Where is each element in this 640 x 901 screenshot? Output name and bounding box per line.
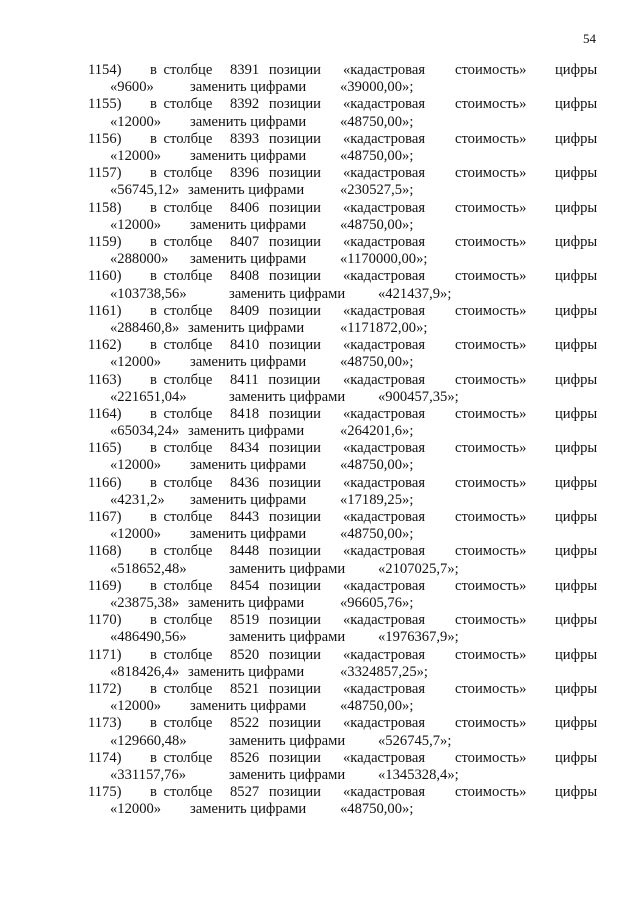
new-value: «1171872,00»; — [340, 319, 428, 336]
position-word: позиции — [268, 784, 321, 801]
item-number: 1173) — [88, 715, 122, 732]
column-number: 8410 — [230, 337, 260, 354]
list-item — [0, 612, 640, 646]
item-number: 1167) — [88, 509, 122, 526]
list-item — [0, 234, 640, 268]
replace-label: заменить цифрами — [190, 491, 307, 508]
digits-label: цифры — [555, 96, 598, 113]
digits-label: цифры — [555, 784, 598, 801]
replace-label: заменить цифрами — [190, 251, 307, 268]
digits-label: цифры — [555, 371, 598, 388]
cadastral-label: «кадастровая — [343, 646, 426, 663]
item-number: 1168) — [88, 543, 122, 560]
cadastral-label: «кадастровая — [343, 302, 426, 319]
digits-label: цифры — [555, 543, 598, 560]
in-column-label: в столбце — [150, 62, 213, 78]
digits-label: цифры — [555, 337, 598, 354]
digits-label: цифры — [555, 681, 598, 698]
position-word: позиции — [268, 543, 321, 560]
replace-label: заменить цифрами — [188, 423, 305, 440]
position-word: позиции — [268, 646, 321, 663]
column-ref — [230, 612, 321, 629]
column-number: 8391 — [230, 62, 260, 78]
list-item — [0, 268, 640, 302]
replace-label: заменить цифрами — [190, 354, 307, 371]
column-ref — [230, 372, 320, 389]
in-column-label: в столбце — [150, 165, 213, 182]
column-ref — [230, 750, 321, 767]
cost-label: стоимость» — [455, 165, 527, 182]
item-number: 1165) — [88, 440, 122, 457]
cadastral-label: «кадастровая — [343, 577, 426, 594]
cadastral-label: «кадастровая — [343, 337, 426, 354]
column-ref — [230, 96, 321, 113]
column-number: 8406 — [230, 199, 260, 216]
item-number: 1154) — [88, 62, 122, 78]
column-number: 8436 — [230, 474, 260, 491]
in-column-label: в столбце — [150, 577, 213, 594]
position-word: позиции — [268, 302, 321, 319]
old-value: «818426,4» — [110, 663, 180, 680]
cost-label: стоимость» — [455, 577, 527, 594]
cost-label: стоимость» — [455, 199, 527, 216]
item-number: 1164) — [88, 405, 122, 422]
column-ref — [230, 647, 321, 664]
column-number: 8411 — [230, 371, 259, 388]
column-ref — [230, 268, 321, 285]
column-ref — [230, 131, 321, 148]
cost-label: стоимость» — [455, 749, 527, 766]
cadastral-label: «кадастровая — [343, 233, 426, 250]
position-word: позиции — [268, 474, 321, 491]
in-column-label: в столбце — [150, 612, 213, 629]
cost-label: стоимость» — [455, 646, 527, 663]
list-item — [0, 337, 640, 371]
column-ref — [230, 784, 321, 801]
list-item — [0, 406, 640, 440]
cadastral-label: «кадастровая — [343, 543, 426, 560]
old-value: «9600» — [110, 79, 154, 96]
list-item — [0, 509, 640, 543]
replace-label: заменить цифрами — [229, 732, 346, 749]
new-value: «264201,6»; — [340, 423, 414, 440]
replace-label: заменить цифрами — [190, 526, 307, 543]
position-word: позиции — [268, 440, 321, 457]
cadastral-label: «кадастровая — [343, 612, 426, 629]
new-value: «17189,25»; — [340, 491, 414, 508]
old-value: «12000» — [110, 801, 162, 818]
cost-label: стоимость» — [455, 371, 527, 388]
old-value: «4231,2» — [110, 491, 165, 508]
column-number: 8527 — [230, 784, 260, 801]
old-value: «23875,38» — [110, 595, 180, 612]
position-word: позиции — [268, 577, 321, 594]
digits-label: цифры — [555, 302, 598, 319]
digits-label: цифры — [555, 749, 598, 766]
cost-label: стоимость» — [455, 681, 527, 698]
replace-label: заменить цифрами — [190, 216, 307, 233]
in-column-label: в столбце — [150, 199, 213, 216]
item-number: 1172) — [88, 681, 122, 698]
new-value: «526745,7»; — [378, 732, 452, 749]
list-item — [0, 681, 640, 715]
cadastral-label: «кадастровая — [343, 268, 426, 285]
new-value: «48750,00»; — [340, 526, 414, 543]
in-column-label: в столбце — [150, 405, 213, 422]
new-value: «48750,00»; — [340, 457, 414, 474]
item-number: 1175) — [88, 784, 122, 801]
list-item — [0, 165, 640, 199]
cost-label: стоимость» — [455, 337, 527, 354]
cost-label: стоимость» — [455, 543, 527, 560]
item-number: 1171) — [88, 646, 122, 663]
column-number: 8408 — [230, 268, 260, 285]
column-number: 8522 — [230, 715, 260, 732]
list-item — [0, 372, 640, 406]
position-word: позиции — [268, 749, 321, 766]
in-column-label: в столбце — [150, 784, 213, 801]
old-value: «129660,48» — [110, 732, 187, 749]
in-column-label: в столбце — [150, 96, 213, 113]
column-number: 8443 — [230, 509, 260, 526]
position-word: позиции — [268, 165, 321, 182]
list-item — [0, 440, 640, 474]
item-number: 1166) — [88, 474, 122, 491]
cost-label: стоимость» — [455, 784, 527, 801]
cadastral-label: «кадастровая — [343, 474, 426, 491]
digits-label: цифры — [555, 268, 598, 285]
item-number: 1169) — [88, 577, 122, 594]
item-number: 1155) — [88, 96, 122, 113]
replace-label: заменить цифрами — [190, 801, 307, 818]
new-value: «230527,5»; — [340, 182, 414, 199]
list-item — [0, 200, 640, 234]
cost-label: стоимость» — [455, 96, 527, 113]
replace-label: заменить цифрами — [188, 595, 305, 612]
column-ref — [230, 406, 321, 423]
digits-label: цифры — [555, 233, 598, 250]
item-number: 1157) — [88, 165, 122, 182]
cost-label: стоимость» — [455, 405, 527, 422]
amendment-list — [0, 62, 640, 819]
in-column-label: в столбце — [150, 749, 213, 766]
old-value: «12000» — [110, 354, 162, 371]
cost-label: стоимость» — [455, 62, 527, 78]
cost-label: стоимость» — [455, 233, 527, 250]
cost-label: стоимость» — [455, 509, 527, 526]
item-number: 1170) — [88, 612, 122, 629]
position-word: позиции — [268, 199, 321, 216]
replace-label: заменить цифрами — [229, 285, 346, 302]
position-word: позиции — [268, 233, 321, 250]
replace-label: заменить цифрами — [190, 113, 307, 130]
cost-label: стоимость» — [455, 612, 527, 629]
item-number: 1160) — [88, 268, 122, 285]
digits-label: цифры — [555, 474, 598, 491]
in-column-label: в столбце — [150, 715, 213, 732]
digits-label: цифры — [555, 577, 598, 594]
old-value: «12000» — [110, 526, 162, 543]
list-item — [0, 96, 640, 130]
cost-label: стоимость» — [455, 474, 527, 491]
cost-label: стоимость» — [455, 302, 527, 319]
in-column-label: в столбце — [150, 268, 213, 285]
cadastral-label: «кадастровая — [343, 715, 426, 732]
column-number: 8448 — [230, 543, 260, 560]
old-value: «12000» — [110, 113, 162, 130]
new-value: «48750,00»; — [340, 216, 414, 233]
new-value: «900457,35»; — [378, 388, 459, 405]
column-number: 8454 — [230, 577, 260, 594]
item-number: 1159) — [88, 233, 122, 250]
cadastral-label: «кадастровая — [343, 199, 426, 216]
column-ref — [230, 303, 321, 320]
in-column-label: в столбце — [150, 130, 213, 147]
column-number: 8393 — [230, 130, 260, 147]
replace-label: заменить цифрами — [229, 560, 346, 577]
old-value: «65034,24» — [110, 423, 180, 440]
column-number: 8519 — [230, 612, 260, 629]
digits-label: цифры — [555, 199, 598, 216]
new-value: «1345328,4»; — [378, 767, 459, 783]
item-number: 1156) — [88, 130, 122, 147]
column-number: 8526 — [230, 749, 260, 766]
new-value: «2107025,7»; — [378, 560, 459, 577]
in-column-label: в столбце — [150, 371, 213, 388]
cadastral-label: «кадастровая — [343, 440, 426, 457]
digits-label: цифры — [555, 440, 598, 457]
replace-label: заменить цифрами — [188, 182, 305, 199]
old-value: «12000» — [110, 698, 162, 715]
new-value: «96605,76»; — [340, 595, 414, 612]
in-column-label: в столбце — [150, 337, 213, 354]
in-column-label: в столбце — [150, 543, 213, 560]
old-value: «221651,04» — [110, 388, 187, 405]
position-word: позиции — [268, 337, 321, 354]
cadastral-label: «кадастровая — [343, 371, 426, 388]
replace-label: заменить цифрами — [190, 79, 307, 96]
cadastral-label: «кадастровая — [343, 130, 426, 147]
cost-label: стоимость» — [455, 268, 527, 285]
item-number: 1174) — [88, 749, 122, 766]
new-value: «48750,00»; — [340, 113, 414, 130]
digits-label: цифры — [555, 405, 598, 422]
in-column-label: в столбце — [150, 233, 213, 250]
item-number: 1163) — [88, 371, 122, 388]
replace-label: заменить цифрами — [229, 767, 346, 783]
old-value: «518652,48» — [110, 560, 187, 577]
new-value: «48750,00»; — [340, 147, 414, 164]
list-item — [0, 543, 640, 577]
digits-label: цифры — [555, 165, 598, 182]
in-column-label: в столбце — [150, 509, 213, 526]
position-word: позиции — [268, 612, 321, 629]
old-value: «12000» — [110, 147, 162, 164]
item-number: 1161) — [88, 302, 122, 319]
cost-label: стоимость» — [455, 440, 527, 457]
digits-label: цифры — [555, 715, 598, 732]
column-ref — [230, 509, 321, 526]
cadastral-label: «кадастровая — [343, 749, 426, 766]
column-ref — [230, 475, 321, 492]
old-value: «103738,56» — [110, 285, 187, 302]
cadastral-label: «кадастровая — [343, 405, 426, 422]
column-number: 8392 — [230, 96, 260, 113]
in-column-label: в столбце — [150, 681, 213, 698]
cadastral-label: «кадастровая — [343, 681, 426, 698]
list-item — [0, 750, 640, 784]
cadastral-label: «кадастровая — [343, 62, 426, 78]
column-number: 8520 — [230, 646, 260, 663]
in-column-label: в столбце — [150, 302, 213, 319]
column-ref — [230, 62, 321, 79]
list-item — [0, 475, 640, 509]
old-value: «12000» — [110, 457, 162, 474]
old-value: «288000» — [110, 251, 169, 268]
list-item — [0, 62, 640, 96]
new-value: «48750,00»; — [340, 801, 414, 818]
replace-label: заменить цифрами — [188, 319, 305, 336]
list-item — [0, 784, 640, 818]
new-value: «39000,00»; — [340, 79, 414, 96]
page-number: 54 — [583, 31, 596, 46]
cadastral-label: «кадастровая — [343, 96, 426, 113]
cost-label: стоимость» — [455, 715, 527, 732]
position-word: позиции — [268, 715, 321, 732]
replace-label: заменить цифрами — [190, 147, 307, 164]
in-column-label: в столбце — [150, 646, 213, 663]
list-item — [0, 647, 640, 681]
replace-label: заменить цифрами — [229, 388, 346, 405]
new-value: «48750,00»; — [340, 698, 414, 715]
column-number: 8396 — [230, 165, 260, 182]
column-number: 8407 — [230, 233, 260, 250]
old-value: «331157,76» — [110, 767, 187, 783]
column-ref — [230, 440, 321, 457]
column-number: 8434 — [230, 440, 260, 457]
item-number: 1158) — [88, 199, 122, 216]
digits-label: цифры — [555, 612, 598, 629]
digits-label: цифры — [555, 62, 598, 78]
cadastral-label: «кадастровая — [343, 509, 426, 526]
list-item — [0, 303, 640, 337]
column-ref — [230, 715, 321, 732]
digits-label: цифры — [555, 130, 598, 147]
column-ref — [230, 681, 321, 698]
position-word: позиции — [268, 681, 321, 698]
old-value: «12000» — [110, 216, 162, 233]
position-word: позиции — [268, 130, 321, 147]
replace-label: заменить цифрами — [188, 663, 305, 680]
new-value: «3324857,25»; — [340, 663, 428, 680]
digits-label: цифры — [555, 646, 598, 663]
new-value: «1170000,00»; — [340, 251, 428, 268]
cost-label: стоимость» — [455, 130, 527, 147]
column-ref — [230, 337, 321, 354]
digits-label: цифры — [555, 509, 598, 526]
column-ref — [230, 234, 321, 251]
position-word: позиции — [268, 509, 321, 526]
column-ref — [230, 165, 321, 182]
list-item — [0, 715, 640, 749]
list-item — [0, 131, 640, 165]
column-ref — [230, 543, 321, 560]
column-number: 8418 — [230, 405, 260, 422]
cadastral-label: «кадастровая — [343, 165, 426, 182]
replace-label: заменить цифрами — [190, 457, 307, 474]
position-word: позиции — [268, 405, 321, 422]
old-value: «486490,56» — [110, 629, 187, 646]
position-word: позиции — [268, 62, 321, 78]
new-value: «1976367,9»; — [378, 629, 459, 646]
list-item — [0, 578, 640, 612]
column-ref — [230, 200, 321, 217]
column-ref — [230, 578, 321, 595]
in-column-label: в столбце — [150, 440, 213, 457]
old-value: «56745,12» — [110, 182, 180, 199]
new-value: «421437,9»; — [378, 285, 452, 302]
new-value: «48750,00»; — [340, 354, 414, 371]
item-number: 1162) — [88, 337, 122, 354]
position-word: позиции — [268, 371, 321, 388]
column-number: 8409 — [230, 302, 260, 319]
old-value: «288460,8» — [110, 319, 180, 336]
column-number: 8521 — [230, 681, 260, 698]
replace-label: заменить цифрами — [229, 629, 346, 646]
cadastral-label: «кадастровая — [343, 784, 426, 801]
position-word: позиции — [268, 268, 321, 285]
position-word: позиции — [268, 96, 321, 113]
in-column-label: в столбце — [150, 474, 213, 491]
replace-label: заменить цифрами — [190, 698, 307, 715]
